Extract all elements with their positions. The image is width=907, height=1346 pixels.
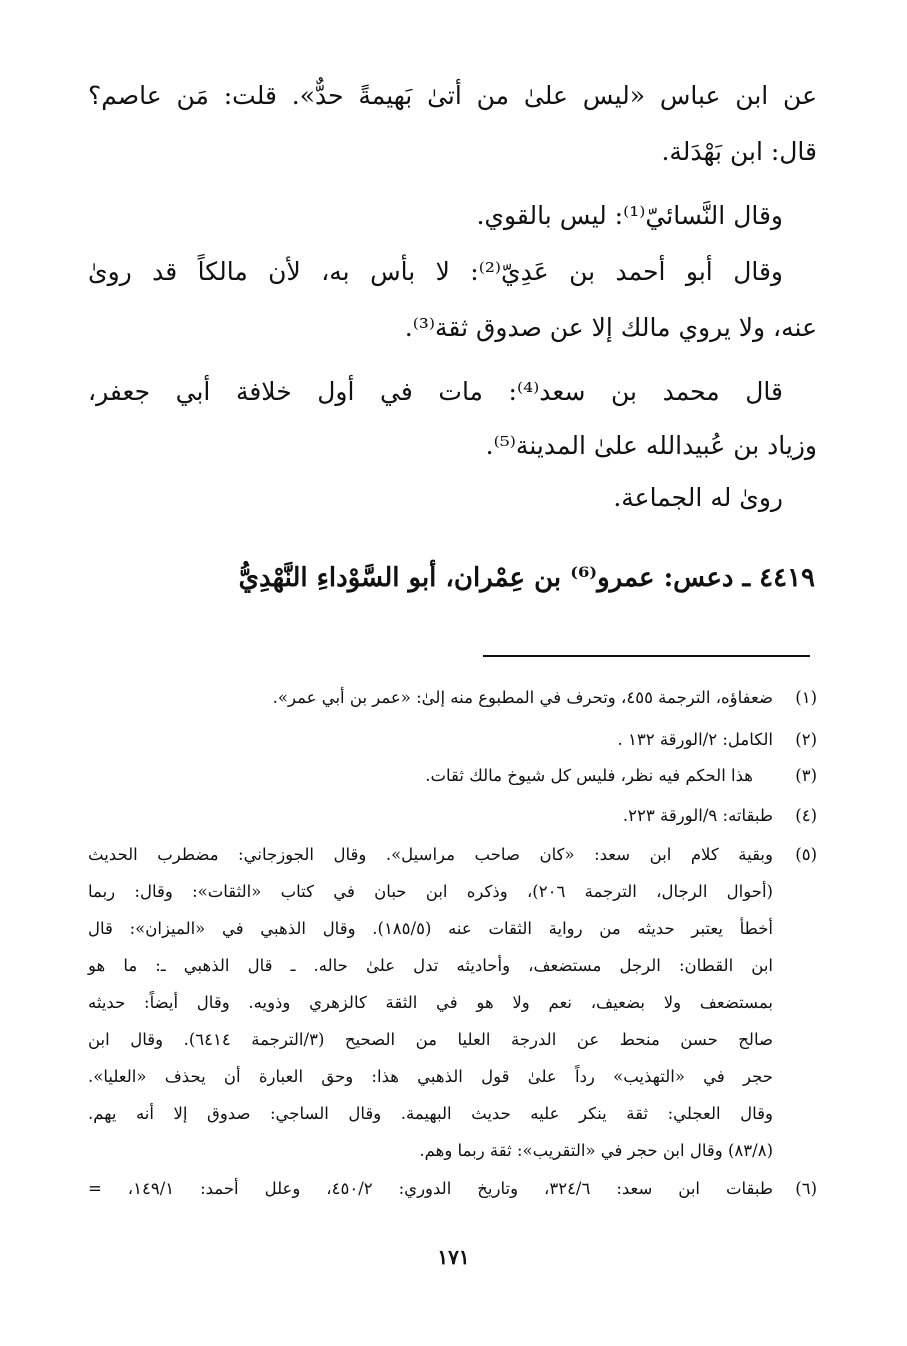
body-line-3: وقال النَّسائيّ⁽¹⁾: ليس بالقوي. xyxy=(476,201,783,230)
footnote-number: (٤) xyxy=(795,806,817,825)
body-line-8: روىٰ له الجماعة. xyxy=(613,483,783,512)
page-number: ١٧١ xyxy=(437,1245,470,1269)
footnote-number: (٥) xyxy=(795,845,817,864)
footnote-text: ضعفاؤه، الترجمة ٤٥٥، وتحرف في المطبوع منه إلىٰ: «عمر بن أبي عمر». xyxy=(272,688,773,707)
footnote-text: طبقات ابن سعد: ٣٢٤/٦، وتاريخ الدوري: ٤٥٠/٢، وعلل أحمد: ١٤٩/١، = xyxy=(88,1179,773,1198)
entry-heading: ٤٤١٩ ـ دعس: عمرو⁽⁶⁾ بن عِمْران، أبو السَّوْداءِ النَّهْدِيُّ xyxy=(238,563,815,593)
footnote-text: طبقاته: ٩/الورقة ٢٢٣. xyxy=(622,806,773,825)
footnote-separator xyxy=(483,655,810,657)
footnote-number: (١) xyxy=(795,688,817,707)
footnote-text-line: حجر في «التهذيب» رداً علىٰ قول الذهبي هذا: وحق العبارة أن يحذف «العليا». xyxy=(88,1067,773,1086)
footnote-number: (٢) xyxy=(795,730,817,749)
body-line-4: وقال أبو أحمد بن عَدِيّ⁽²⁾: لا بأس به، لأن مالكاً قد روىٰ xyxy=(88,257,783,286)
footnote-text-line: وقال العجلي: ثقة ينكر عليه حديث البهيمة. وقال الساجي: صدوق إلا أنه يهم. xyxy=(88,1104,773,1123)
footnote-text-line: صالح حسن منحط عن الدرجة العليا من الصحيح (٣/الترجمة ٦٤١٤). وقال ابن xyxy=(88,1030,773,1049)
footnote-text-line: وبقية كلام ابن سعد: «كان صاحب مراسيل». وقال الجوزجاني: مضطرب الحديث xyxy=(88,845,773,864)
footnote-text: هذا الحكم فيه نظر، فليس كل شيوخ مالك ثقات. xyxy=(425,766,753,785)
footnote-number: (٣) xyxy=(795,766,817,785)
body-line-1: عن ابن عباس «ليس علىٰ من أتىٰ بَهيمةً حدٌّ». قلت: مَن عاصم؟ xyxy=(88,81,817,110)
body-line-2: قال: ابن بَهْدَلة. xyxy=(661,137,817,166)
footnote-text-line: ابن القطان: الرجل مستضعف، وأحاديثه تدل علىٰ حاله. ـ قال الذهبي ـ: ما هو xyxy=(88,956,773,975)
body-line-6: قال محمد بن سعد⁽⁴⁾: مات في أول خلافة أبي جعفر، xyxy=(88,377,784,406)
footnote-text: الكامل: ٢/الورقة ١٣٢ . xyxy=(617,730,773,749)
footnote-text-line: (أحوال الرجال، الترجمة ٢٠٦)، وذكره ابن حبان في كتاب «الثقات»: وقال: ربما xyxy=(88,882,773,901)
footnote-number: (٦) xyxy=(795,1179,817,1198)
footnote-text-line: أخطأ يعتبر حديثه من رواية الثقات عنه (١٨٥/٥). وقال الذهبي في «الميزان»: قال xyxy=(88,919,773,938)
footnote-text-line: (٨٣/٨) وقال ابن حجر في «التقريب»: ثقة ربما وهم. xyxy=(419,1141,773,1160)
footnote-text-line: بمستضعف ولا بضعيف، نعم ولا هو في الثقة كالزهري وذويه. وقال أيضاً: حديثه xyxy=(88,993,773,1012)
body-line-5: عنه، ولا يروي مالك إلا عن صدوق ثقة⁽³⁾. xyxy=(404,313,817,342)
body-line-7: وزياد بن عُبيدالله علىٰ المدينة⁽⁵⁾. xyxy=(485,431,817,460)
